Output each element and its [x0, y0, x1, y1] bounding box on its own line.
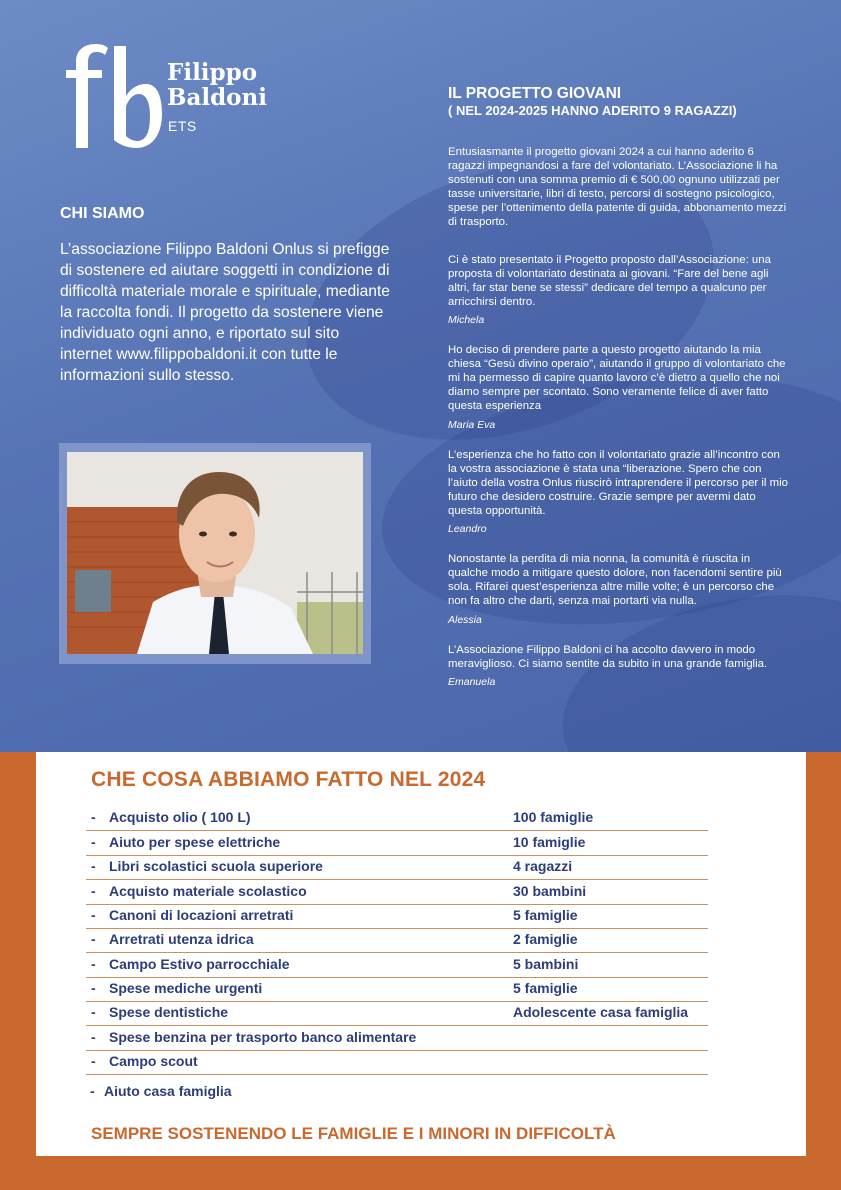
- activity-row: [86, 880, 708, 905]
- bullet-dash: -: [91, 980, 96, 996]
- activity-row: [86, 904, 708, 929]
- testimonial: [448, 552, 788, 626]
- activity-value: 5 famiglie: [513, 907, 578, 923]
- testimonial-text: L’Associazione Filippo Baldoni ci ha accolto davvero in modo meraviglioso. Ci siamo sentite da subito in una grande famiglia.: [448, 643, 768, 670]
- testimonial: [448, 448, 788, 537]
- activity-row: [86, 928, 708, 953]
- chi-siamo-section: [60, 205, 390, 386]
- activity-value: 2 famiglie: [513, 931, 578, 947]
- activity-row: [86, 1050, 708, 1075]
- testimonial-author: Emanuela: [448, 675, 496, 688]
- testimonial-text: Ho deciso di prendere parte a questo progetto aiutando la mia chiesa “Gesù divino operaio”, aiutando il gruppo di volontariato che mi ha permesso di capire quanto lavoro c’è dietro a quello che noi diamo sempre per scontato. Sono veramente felice di aver fatto questa esperienza: [448, 344, 786, 413]
- logo-name-line2: Baldoni: [167, 84, 267, 111]
- footer-slogan: SEMPRE SOSTENENDO LE FAMIGLIE E I MINORI IN DIFFICOLTÀ: [91, 1124, 616, 1143]
- activity-label: Spese dentistiche: [109, 1004, 229, 1020]
- bullet-dash: -: [91, 931, 96, 947]
- activity-value: 30 bambini: [513, 883, 587, 899]
- activity-label: Spese benzina per trasporto banco alimentare: [109, 1029, 417, 1045]
- activity-value: 5 famiglie: [513, 980, 578, 996]
- testimonial: [448, 643, 788, 689]
- activity-label: Spese mediche urgenti: [109, 980, 263, 996]
- progetto-giovani-section: [448, 85, 788, 689]
- photo-frame: [59, 443, 371, 664]
- activity-row: [86, 1080, 708, 1105]
- activity-row: [86, 977, 708, 1002]
- activity-value: 4 ragazzi: [513, 858, 573, 874]
- activity-label: Libri scolastici scuola superiore: [109, 858, 323, 874]
- activity-row: [86, 806, 708, 831]
- activity-label: Arretrati utenza idrica: [109, 931, 254, 947]
- testimonial-author: Maria Eva: [448, 418, 496, 431]
- activity-label: Aiuto casa famiglia: [104, 1083, 232, 1099]
- testimonial: [448, 343, 788, 432]
- bullet-dash: -: [91, 834, 96, 850]
- activity-row: [86, 1001, 708, 1026]
- testimonial-text: Ci è stato presentato il Progetto proposto dall’Associazione: una proposta di volontariato destinata ai giovani. “Fare del bene agli altri, far star bene se stessi” dedicare del tempo a qualcuno per arricchirsi dentro.: [448, 253, 771, 308]
- activity-value: 100 famiglie: [513, 809, 594, 825]
- activity-label: Campo Estivo parrocchiale: [109, 956, 290, 972]
- bullet-dash: -: [91, 1053, 96, 1069]
- activity-label: Aiuto per spese elettriche: [109, 834, 281, 850]
- bullet-dash: -: [91, 858, 96, 874]
- activity-value: 5 bambini: [513, 956, 579, 972]
- activity-value: 10 famiglie: [513, 834, 586, 850]
- activities-title: CHE COSA ABBIAMO FATTO NEL 2024: [91, 768, 486, 791]
- activity-label: Acquisto olio ( 100 L): [109, 809, 251, 825]
- testimonial-author: Alessia: [448, 613, 482, 626]
- progetto-intro: Entusiasmante il progetto giovani 2024 a cui hanno aderito 6 ragazzi impegnandosi a fare del volontariato. L’Associazione li ha sostenuti con una somma premio di € 500,00 ognuno utilizzati per tasse universitarie, libri di testo, percorsi di sostegno psicologico, spese per l’ottenimento della patente di guida, abbonamento mezzi di trasporto.: [448, 146, 787, 229]
- logo-name: [167, 60, 267, 110]
- progetto-title: IL PROGETTO GIOVANI: [448, 85, 622, 102]
- activity-label: Canoni di locazioni arretrati: [109, 907, 294, 923]
- activity-row: [86, 855, 708, 880]
- fb-logo-icon: [62, 44, 162, 148]
- testimonial-author: Leandro: [448, 523, 487, 536]
- bullet-dash: -: [91, 956, 96, 972]
- bullet-dash: -: [91, 1029, 96, 1045]
- activity-row: [86, 831, 708, 856]
- chi-siamo-text: L’associazione Filippo Baldoni Onlus si prefigge di sostenere ed aiutare soggetti in condizione di difficoltà materiale morale e spirituale, mediante la raccolta fondi. Il progetto da sostenere viene individuato ogni anno, e riportato sul sito internet www.filippobaldoni.it con tutte le informazioni sullo stesso.: [60, 241, 390, 384]
- activity-row: [86, 953, 708, 978]
- testimonial-text: L’esperienza che ho fatto con il volontariato grazie all’incontro con la vostra associazione è stata una “liberazione. Spero che con l’aiuto della vostra Onlus riuscirò intraprendere il percorso per il mio futuro che desidero costruire. Grazie sempre per avermi dato questa opportunità.: [448, 448, 788, 517]
- portrait-illustration-icon: [67, 452, 363, 654]
- portrait-photo: [67, 452, 363, 654]
- testimonial: [448, 253, 788, 327]
- activity-row: [86, 1026, 708, 1051]
- logo-ets: ETS: [168, 118, 197, 134]
- bullet-dash: -: [91, 907, 96, 923]
- bullet-dash: -: [91, 809, 96, 825]
- testimonial-text: Nonostante la perdita di mia nonna, la comunità è riuscita in qualche modo a mitigare questo dolore, non facendomi sentire più sola. Rifarei quest’esperienza altre mille volte; è un percorso che non fa altro che darti, senza mai portarti via nulla.: [448, 553, 782, 608]
- progetto-subtitle: ( NEL 2024-2025 HANNO ADERITO 9 RAGAZZI): [448, 103, 737, 118]
- bullet-dash: -: [91, 883, 96, 899]
- activity-label: Acquisto materiale scolastico: [109, 883, 307, 899]
- logo-name-line1: Filippo: [167, 59, 258, 86]
- bullet-dash: -: [90, 1083, 95, 1099]
- activity-value: Adolescente casa famiglia: [513, 1004, 689, 1020]
- logo: [62, 44, 292, 148]
- testimonial-author: Michela: [448, 313, 485, 326]
- bullet-dash: -: [91, 1004, 96, 1020]
- activity-label: Campo scout: [109, 1053, 198, 1069]
- chi-siamo-title: CHI SIAMO: [60, 205, 145, 222]
- activities-panel: [36, 752, 806, 1156]
